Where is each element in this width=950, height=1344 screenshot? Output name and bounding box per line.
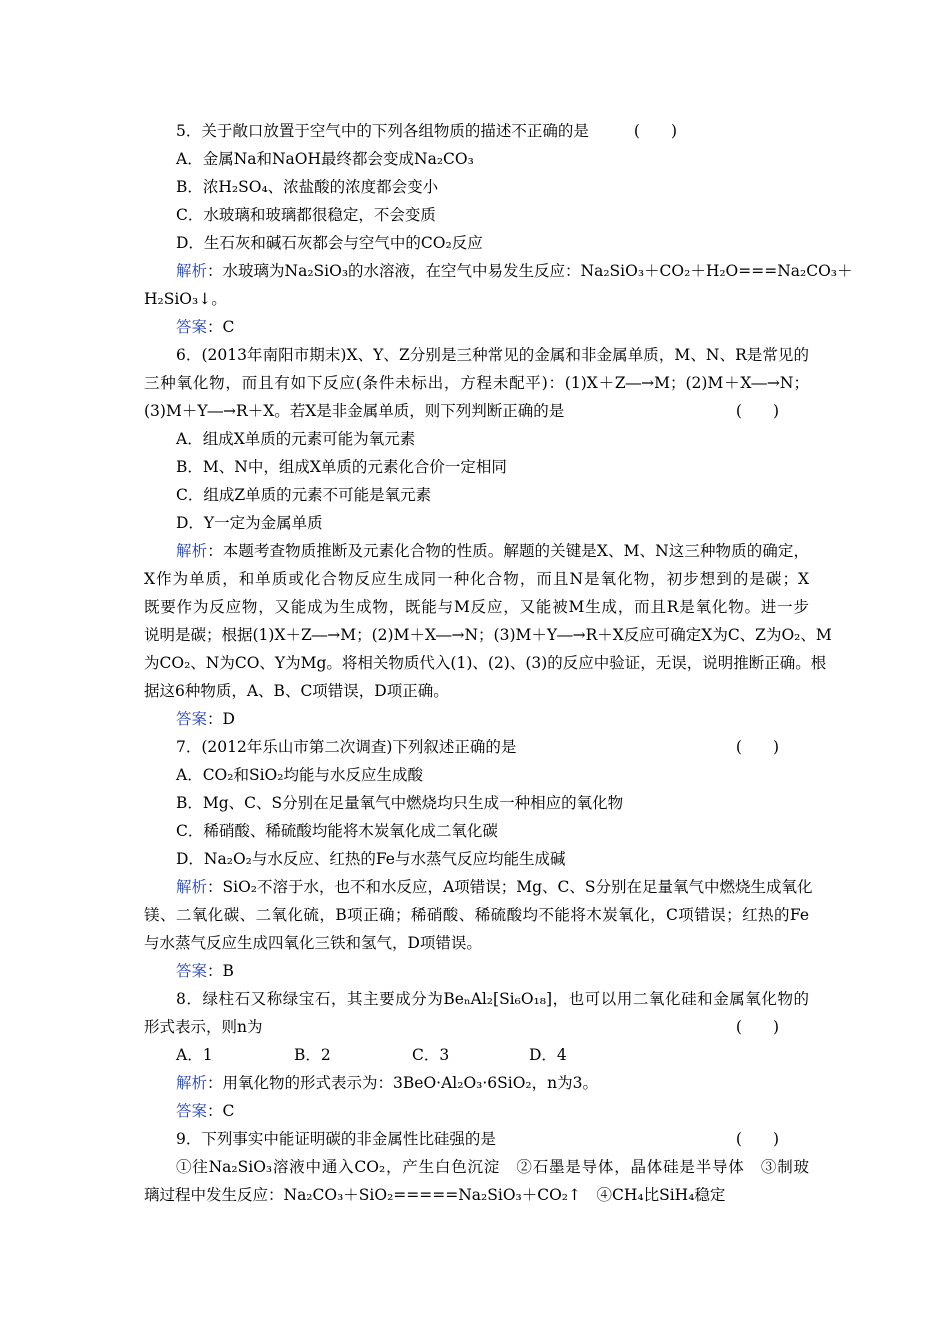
question-9-stem: 9．下列事实中能证明碳的非金属性比硅强的是 ( ): [176, 1130, 779, 1148]
question-8-stem: 形式表示，则n为 ( ): [144, 1018, 779, 1036]
explanation-line: X作为单质，和单质或化合物反应生成同一种化合物，而且N是氧化物，初步想到的是碳；X: [144, 570, 809, 588]
answer-label: 答案: [176, 1102, 208, 1120]
answer-label: 答案: [176, 962, 208, 980]
fact-line: 璃过程中发生反应：Na₂CO₃＋SiO₂=====Na₂SiO₃＋CO₂↑ ④CH₄比SiH₄稳定: [144, 1186, 726, 1204]
explanation-label: 解析: [176, 1074, 208, 1092]
options-row: [176, 1045, 809, 1067]
option: B．2: [294, 1046, 331, 1064]
question-6-stem: 三种氧化物，而且有如下反应(条件未标出，方程未配平)：(1)X＋Z―→M；(2)M＋X―→N；: [144, 374, 809, 392]
answer-blank: ( ): [735, 1130, 779, 1148]
option: B．Mg、C、S分别在足量氧气中燃烧均只生成一种相应的氧化物: [176, 794, 624, 812]
option: C．组成Z单质的元素不可能是氧元素: [176, 486, 432, 504]
explanation-line: 解析：用氧化物的形式表示为：3BeO·Al₂O₃·6SiO₂，n为3。: [176, 1074, 598, 1092]
explanation-label: 解析: [176, 262, 208, 280]
answer-line: [176, 961, 809, 983]
explanation-line: 说明是碳；根据(1)X＋Z―→M；(2)M＋X―→N；(3)M＋Y―→R＋X反应可确定X为C、Z为O₂、M: [144, 626, 832, 644]
option: A．CO₂和SiO₂均能与水反应生成酸: [176, 766, 423, 784]
answer-line: [176, 709, 809, 731]
explanation-line: 为CO₂、N为CO、Y为Mg。将相关物质代入(1)、(2)、(3)的反应中验证，无误，说明推断正确。根: [144, 654, 827, 672]
option: A．金属Na和NaOH最终都会变成Na₂CO₃: [176, 150, 474, 168]
option: B．M、N中，组成X单质的元素化合价一定相同: [176, 458, 507, 476]
option: D．Na₂O₂与水反应、红热的Fe与水蒸气反应均能生成碱: [176, 850, 566, 868]
option: A．组成X单质的元素可能为氧元素: [176, 430, 416, 448]
answer-label: 答案: [176, 318, 208, 336]
option: C．水玻璃和玻璃都很稳定，不会变质: [176, 206, 436, 224]
answer-value: ：C: [207, 318, 235, 336]
explanation-line: 解析：水玻璃为Na₂SiO₃的水溶液，在空气中易发生反应：Na₂SiO₃＋CO₂＋H₂O===Na₂CO₃＋: [176, 262, 853, 280]
explanation-line: 镁、二氧化碳、二氧化硫，B项正确；稀硝酸、稀硫酸均不能将木炭氧化，C项错误；红热的Fe: [144, 906, 809, 924]
answer-line: [176, 1101, 809, 1123]
explanation-line: 既要作为反应物，又能成为生成物，既能与M反应，又能被M生成，而且R是氧化物。进一步: [144, 598, 809, 616]
answer-blank: ( ): [735, 402, 779, 420]
answer-value: ：D: [207, 710, 235, 728]
option: D．4: [529, 1046, 567, 1064]
option: C．稀硝酸、稀硫酸均能将木炭氧化成二氧化碳: [176, 822, 498, 840]
explanation-label: 解析: [176, 542, 208, 560]
question-5-stem: [176, 121, 809, 143]
option: D．Y一定为金属单质: [176, 514, 323, 532]
explanation-line: H₂SiO₃↓。: [144, 290, 227, 308]
fact-line: ①往Na₂SiO₃溶液中通入CO₂，产生白色沉淀 ②石墨是导体，晶体硅是半导体 ③制玻: [176, 1158, 809, 1176]
question-7-stem: 7．(2012年乐山市第二次调查)下列叙述正确的是 ( ): [176, 738, 779, 756]
question-text: 5．关于敞口放置于空气中的下列各组物质的描述不正确的是: [176, 122, 589, 140]
explanation-label: 解析: [176, 878, 208, 896]
answer-label: 答案: [176, 710, 208, 728]
question-6-stem: (3)M＋Y―→R＋X。若X是非金属单质，则下列判断正确的是 ( ): [144, 402, 779, 420]
option: B．浓H₂SO₄、浓盐酸的浓度都会变小: [176, 178, 439, 196]
answer-line: [176, 317, 809, 339]
answer-blank: ( ): [735, 738, 779, 756]
option: C．3: [412, 1046, 450, 1064]
answer-blank: ( ): [633, 122, 677, 140]
explanation-line: 解析：SiO₂不溶于水，也不和水反应，A项错误；Mg、C、S分别在足量氧气中燃烧生成氧化: [176, 878, 813, 896]
explanation-line: 解析：本题考查物质推断及元素化合物的性质。解题的关键是X、M、N这三种物质的确定，: [176, 542, 809, 560]
explanation-line: 与水蒸气反应生成四氧化三铁和氢气，D项错误。: [144, 934, 482, 952]
question-6-stem: 6．(2013年南阳市期末)X、Y、Z分别是三种常见的金属和非金属单质，M、N、R是常见的: [176, 346, 809, 364]
option: A．1: [176, 1046, 213, 1064]
explanation-line: 据这6种物质，A、B、C项错误，D项正确。: [144, 682, 449, 700]
question-8-stem: 8．绿柱石又称绿宝石，其主要成分为BeₙAl₂[Si₆O₁₈]，也可以用二氧化硅和金属氧化物的: [176, 990, 809, 1008]
answer-value: ：B: [207, 962, 234, 980]
option: D．生石灰和碱石灰都会与空气中的CO₂反应: [176, 234, 483, 252]
answer-value: ：C: [207, 1102, 235, 1120]
answer-blank: ( ): [735, 1018, 779, 1036]
